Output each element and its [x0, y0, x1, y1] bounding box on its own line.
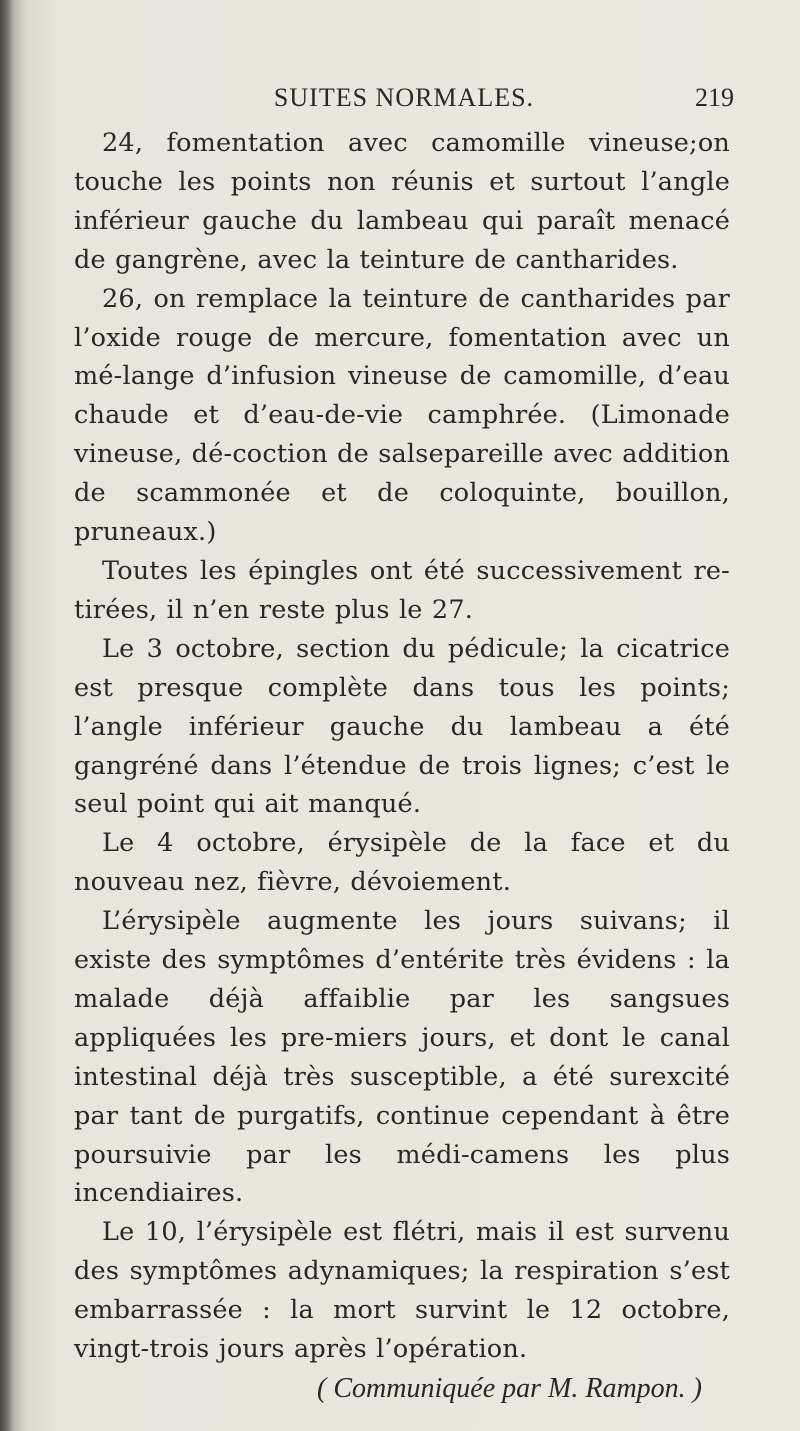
paragraph: Toutes les épingles ont été successivement re-tirées, il n’en reste plus le 27. [74, 555, 730, 625]
paragraph: L’érysipèle augmente les jours suivans; il existe des symptômes d’entérite très évidens : la malade déjà affaiblie par les sangsues appliquées les pre-miers jours, et dont le canal intestinal déjà très susceptible, a été surexcité par tant de purgatifs, continue cependant à être poursuivie par les médi-camens les plus incendiaires. [74, 906, 730, 1209]
paragraph: 24, fomentation avec camomille vineuse;on touche les points non réunis et surtout l’angle inférieur gauche du lambeau qui paraît menacé de gangrène, avec la teinture de cantharides. [74, 128, 730, 275]
paragraph: Le 10, l’érysipèle est flétri, mais il est survenu des symptômes adynamiques; la respiration s’est embarrassée : la mort survint le 12 octobre, vingt-trois jours après l’opération. [74, 1217, 730, 1365]
running-head [74, 80, 734, 116]
page-number: 219 [695, 83, 734, 112]
attribution: ( Communiquée par M. Rampon. ) [317, 1373, 702, 1404]
paragraph: 26, on remplace la teinture de cantharides par l’oxide rouge de mercure, fomentation avec un mé-lange d’infusion vineuse de camomille, d’eau chaude et d’eau-de-vie camphrée. (Limonade vineuse, dé-coction de salsepareille avec addition de scammonée et de coloquinte, bouillon, pruneaux.) [74, 283, 730, 548]
running-title: SUITES NORMALES. [273, 83, 535, 112]
paragraph: Le 4 octobre, érysipèle de la face et du nouveau nez, fièvre, dévoiement. [74, 828, 730, 898]
body-text [74, 124, 730, 1409]
paragraph: Le 3 octobre, section du pédicule; la cicatrice est presque complète dans tous les points; l’angle inférieur gauche du lambeau a été gangréné dans l’étendue de trois lignes; c’est le seul point qui ait manqué. [74, 633, 730, 820]
